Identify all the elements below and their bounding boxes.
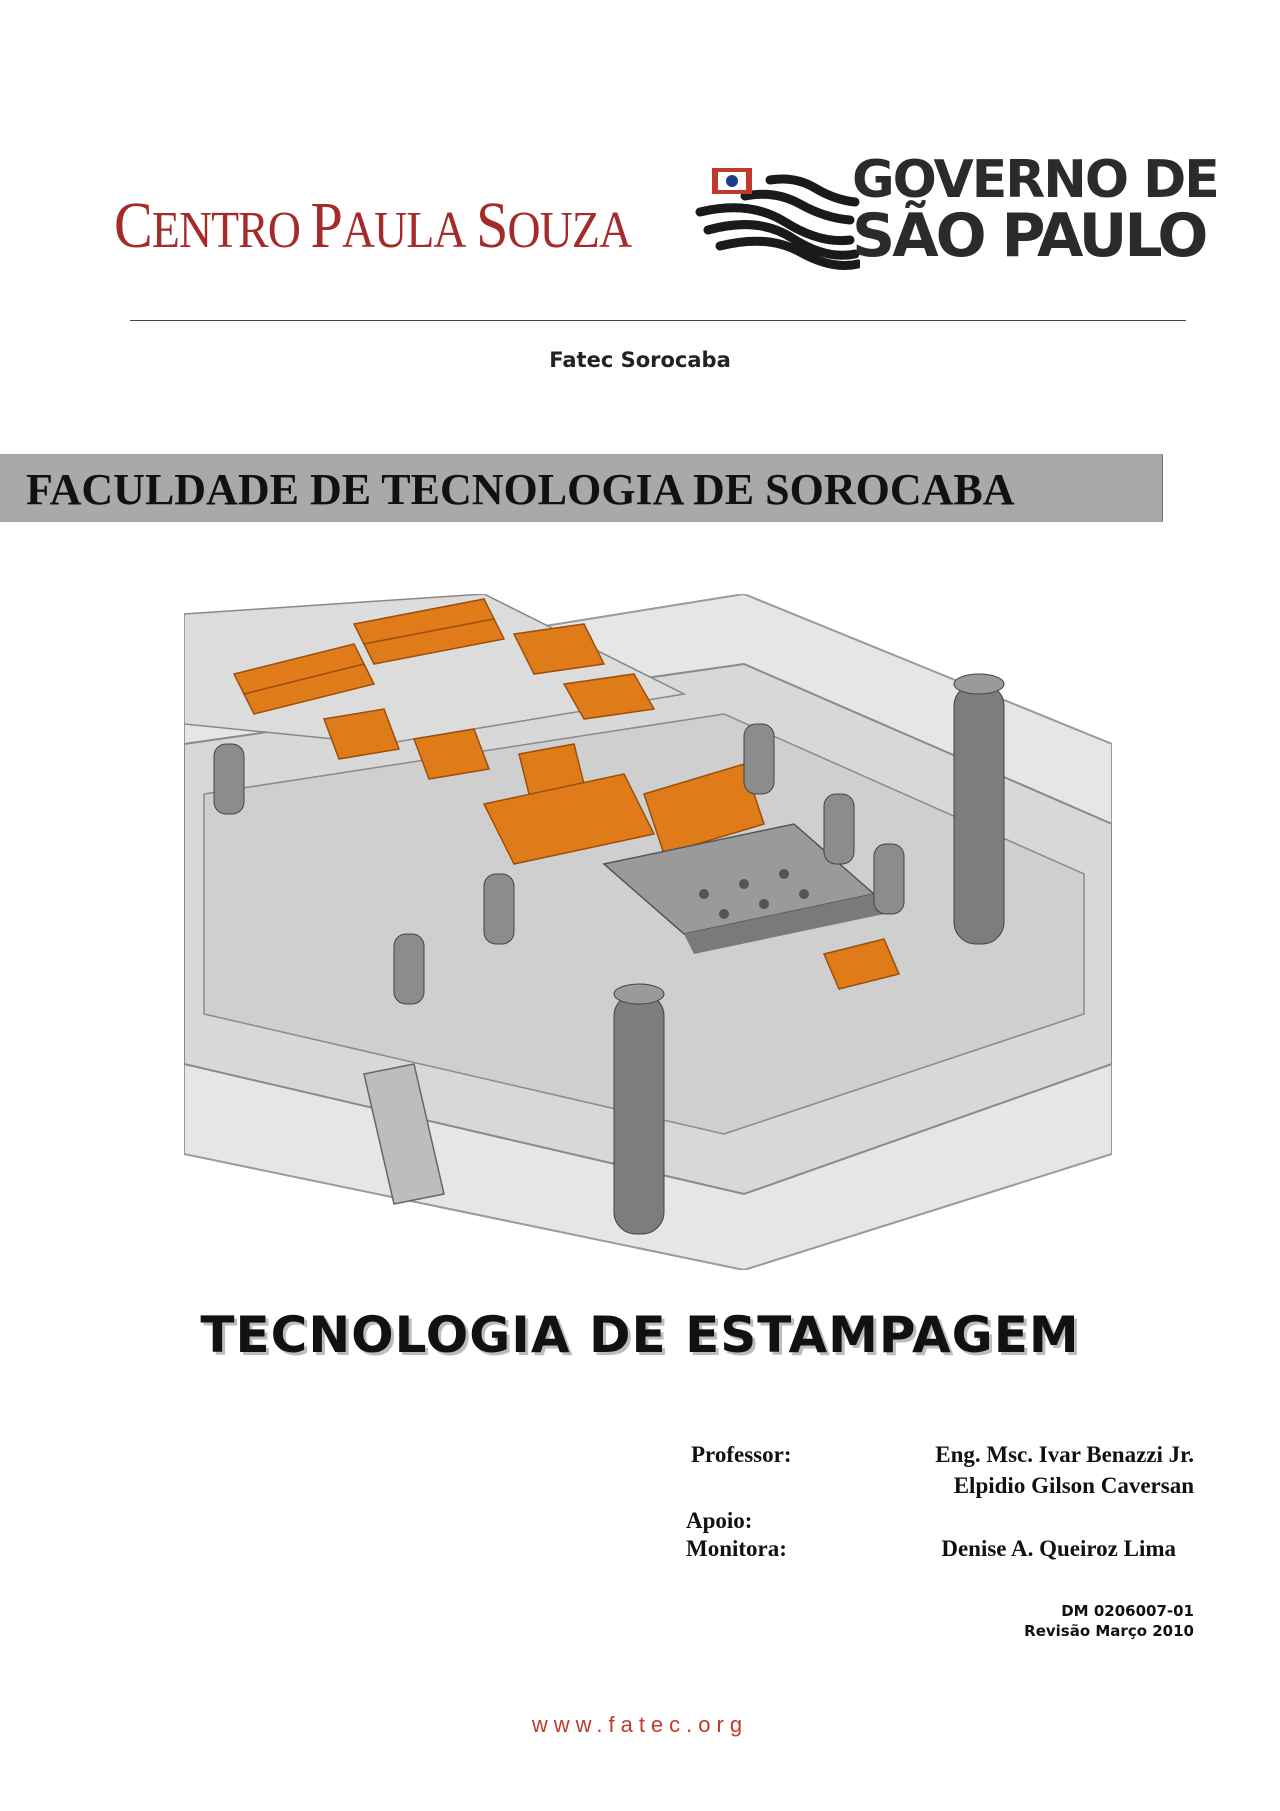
apoio-label: Apoio: bbox=[686, 1508, 753, 1533]
sao-paulo-flag-icon bbox=[690, 160, 860, 270]
institution-name: Fatec Sorocaba bbox=[549, 348, 731, 372]
faculty-banner bbox=[0, 454, 1163, 522]
governo-sao-paulo-logo: GOVERNO DE SÃO PAULO bbox=[852, 150, 1218, 271]
centro-paula-souza-logo: CENTRO PAULA SOUZA bbox=[114, 189, 632, 262]
website-link[interactable]: www.fatec.org bbox=[531, 1712, 749, 1737]
document-title: TECNOLOGIA DE ESTAMPAGEM bbox=[200, 1306, 1080, 1364]
stamping-die-illustration bbox=[184, 594, 1112, 1270]
header-divider bbox=[130, 320, 1186, 321]
professor-label: Professor: bbox=[691, 1442, 792, 1467]
second-professor-name: Elpidio Gilson Caversan bbox=[953, 1473, 1194, 1498]
document-code: DM 0206007-01 bbox=[1061, 1602, 1194, 1620]
professor-name: Eng. Msc. Ivar Benazzi Jr. bbox=[935, 1442, 1194, 1467]
monitora-label: Monitora: bbox=[686, 1536, 787, 1561]
document-revision: Revisão Março 2010 bbox=[1024, 1622, 1194, 1640]
faculty-banner-title: FACULDADE DE TECNOLOGIA DE SOROCABA bbox=[26, 465, 1015, 514]
monitora-name: Denise A. Queiroz Lima bbox=[941, 1536, 1176, 1561]
